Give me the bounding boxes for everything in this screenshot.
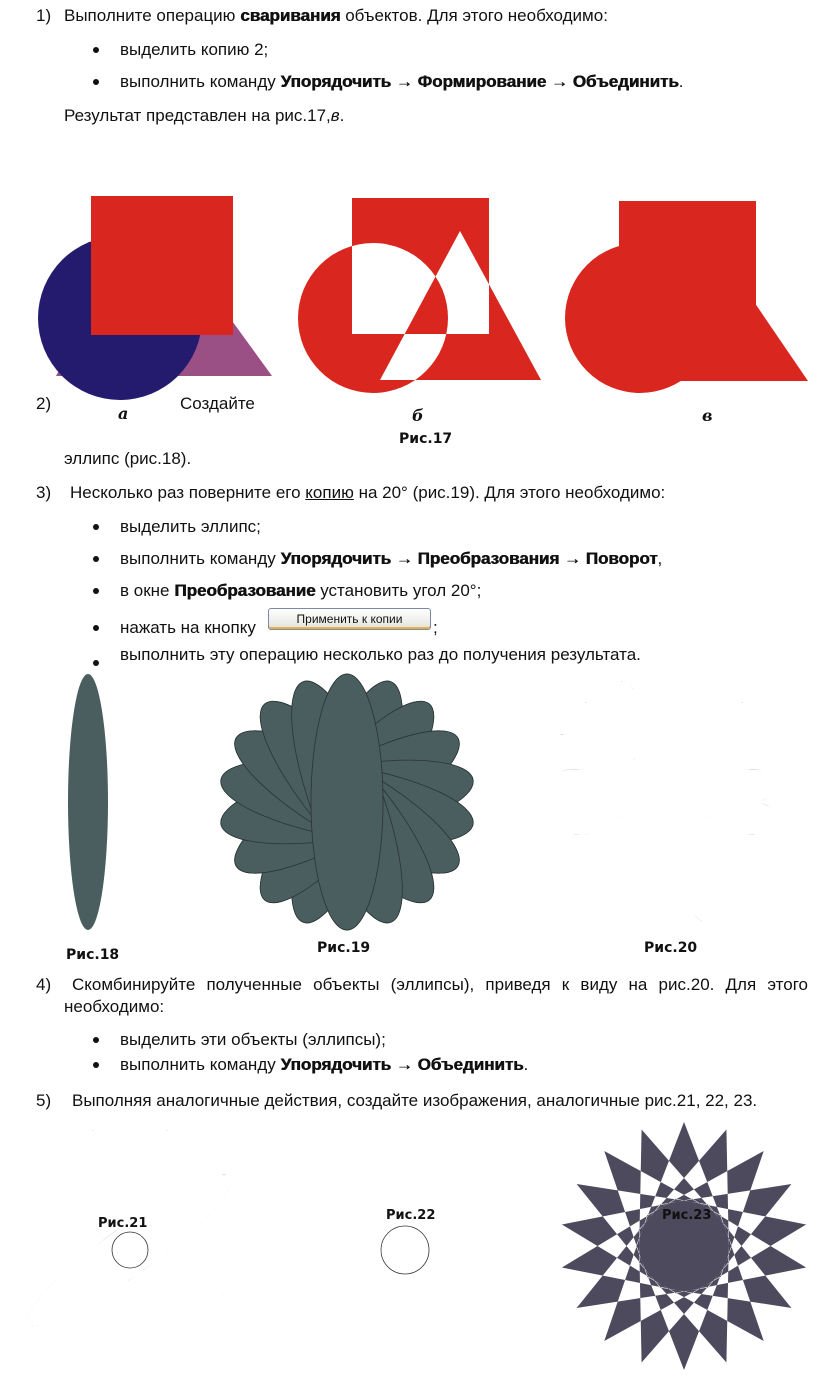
figure-20 <box>538 674 790 930</box>
step1-command: Упорядочить → Формирование → Объединить <box>280 72 679 91</box>
step4-bullet2-c: . <box>523 1055 529 1074</box>
step3-window-name: Преобразование <box>174 581 316 600</box>
step3-bullet5: выполнить эту операцию несколько раз до получения результата. <box>120 645 641 664</box>
combined-rosette <box>562 1122 806 1370</box>
figure-22 <box>282 1125 528 1375</box>
step3-text-a: Несколько раз поверните его <box>70 483 301 502</box>
step4-command: Упорядочить → Объединить <box>280 1055 524 1074</box>
figure-20-caption: Рис.20 <box>644 940 698 956</box>
figure-17-caption: Рис.17 <box>399 431 453 447</box>
center-hole <box>381 1226 429 1274</box>
figure-23-caption: Рис.23 <box>662 1208 712 1223</box>
step4-line2: необходимо: <box>64 997 165 1016</box>
figure-17-label-a: а <box>118 404 129 423</box>
step3-bullet1: выделить эллипс; <box>120 517 261 536</box>
figure-21-caption: Рис.21 <box>98 1216 148 1231</box>
step1-result-a: Результат представлен на рис.17, <box>64 106 331 125</box>
step3-bullet2-a: выполнить команду <box>120 549 276 568</box>
step1-bullet1: выделить копию 2; <box>120 40 269 59</box>
step3-text-b: на 20° (рис.19). Для этого необходимо: <box>358 483 666 502</box>
step4-line1: Скомбинируйте полученные объекты (эллипсы), приведя к виду на рис.20. Для этого <box>72 975 808 994</box>
bullet <box>93 1062 99 1068</box>
step3-command: Упорядочить → Преобразования → Поворот <box>280 549 658 568</box>
rotated-ellipse <box>311 674 383 930</box>
step2-text-a: Создайте <box>180 394 255 413</box>
single-ellipse <box>68 674 108 930</box>
figure-22-caption: Рис.22 <box>386 1208 436 1223</box>
step4-bullet1: выделить эти объекты (эллипсы); <box>120 1030 386 1049</box>
step3-bullet4: нажать на кнопку <box>120 618 256 637</box>
step4-bullet2 <box>120 1055 528 1075</box>
step2-text-b: эллипс (рис.18). <box>64 449 192 468</box>
step3-bullet3-a: в окне <box>120 581 170 600</box>
step1-result-b: в <box>330 106 340 125</box>
step2-number: 2) <box>36 394 52 413</box>
step3-bullet2-c: , <box>657 549 663 568</box>
step1-bold: сваривания <box>240 6 341 25</box>
step5-text: Выполняя аналогичные действия, создайте изображения, аналогичные рис.21, 22, 23. <box>72 1091 758 1110</box>
step3-underlined-word: копию <box>305 483 354 502</box>
figure-18-caption: Рис.18 <box>66 947 120 963</box>
figure-19-caption: Рис.19 <box>317 940 371 956</box>
figure-23 <box>562 1122 806 1370</box>
combined-rosette <box>538 674 790 930</box>
step5-number: 5) <box>36 1091 52 1110</box>
bullet <box>93 1037 99 1043</box>
figure-19 <box>215 669 480 934</box>
figure-17-label-b: б <box>412 406 424 425</box>
step1-bullet2-c: . <box>678 72 684 91</box>
step3-bullet4-end: ; <box>433 618 438 637</box>
center-hole <box>112 1232 148 1268</box>
apply-to-copy-button[interactable]: Применить к копии <box>268 608 431 630</box>
step1-result-c: . <box>339 106 345 125</box>
step1-text-a: Выполните операцию <box>64 6 236 25</box>
step1-bullet2-a: выполнить команду <box>120 72 276 91</box>
step1-text-b: объектов. Для этого необходимо: <box>345 6 608 25</box>
step4-number: 4) <box>36 975 52 994</box>
step3-bullet3-c: установить угол 20°; <box>320 581 482 600</box>
step3-number: 3) <box>36 483 52 502</box>
step1-number: 1) <box>36 6 52 25</box>
step4-bullet2-a: выполнить команду <box>120 1055 276 1074</box>
figure-17-label-c: в <box>702 406 713 425</box>
figure-21 <box>5 1125 255 1375</box>
